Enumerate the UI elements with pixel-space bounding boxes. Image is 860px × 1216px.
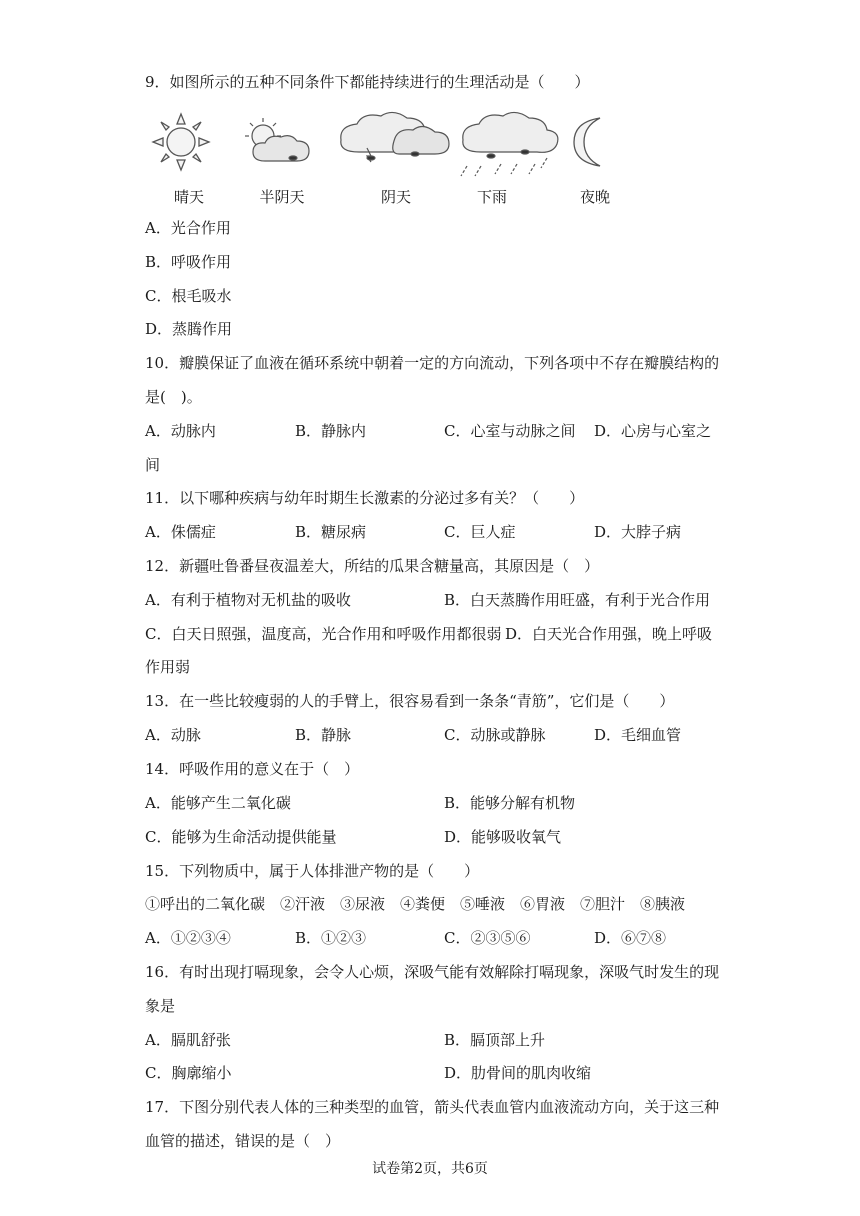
partly-cloudy-icon [245, 118, 309, 161]
q12-option-b: B．白天蒸腾作用旺盛，有利于光合作用 [444, 591, 711, 609]
q17-stem-line1: 17．下图分别代表人体的三种类型的血管，箭头代表血管内血液流动方向，关于这三种 [145, 1098, 720, 1116]
q11-option-d: D．大脖子病 [594, 523, 682, 541]
rain-icon [461, 112, 558, 176]
q15-option-b: B．①②③ [295, 929, 367, 947]
q14-option-c: C．能够为生命活动提供能量 [145, 828, 337, 846]
q13-option-c: C．动脉或静脉 [444, 726, 546, 744]
q12-option-a: A．有利于植物对无机盐的吸收 [145, 591, 351, 609]
weather-label-cloudy: 阴天 [380, 188, 411, 206]
q10-option-c: C．心室与动脉之间 [444, 422, 576, 440]
q13-option-b: B．静脉 [295, 726, 352, 744]
weather-label-partly-cloudy: 半阴天 [259, 188, 305, 206]
q11-option-b: B．糖尿病 [295, 523, 367, 541]
q14-option-d: D．能够吸收氧气 [444, 828, 562, 846]
q10-option-a: A．动脉内 [145, 422, 216, 440]
q16-option-c: C．胸廓缩小 [145, 1064, 232, 1082]
q10-option-d: D．心房与心室之 [594, 422, 712, 440]
q16-option-b: B．膈顶部上升 [444, 1031, 546, 1049]
q12-option-c: C．白天日照强，温度高，光合作用和呼吸作用都很弱 [145, 625, 502, 643]
q16-stem-line1: 16．有时出现打嗝现象，会令人心烦，深吸气能有效解除打嗝现象，深吸气时发生的现 [145, 963, 720, 981]
q17-stem-line2: 血管的描述，错误的是（ ） [145, 1132, 341, 1150]
q10-option-d-wrap: 间 [145, 456, 161, 474]
q15-stem: 15．下列物质中，属于人体排泄产物的是（ ） [145, 862, 480, 880]
q16-option-a: A．膈肌舒张 [145, 1031, 231, 1049]
q9-option-b: B．呼吸作用 [145, 253, 232, 271]
q14-option-b: B．能够分解有机物 [444, 794, 576, 812]
q15-option-a: A．①②③④ [145, 929, 231, 947]
q14-stem: 14．呼吸作用的意义在于（ ） [145, 760, 360, 778]
page-footer: 试卷第2页，共6页 [372, 1161, 488, 1177]
cloudy-icon [341, 112, 449, 162]
q15-items: ①呼出的二氧化碳 ②汗液 ③尿液 ④粪便 ⑤唾液 ⑥胃液 ⑦胆汁 ⑧胰液 [145, 895, 686, 913]
moon-icon [574, 118, 600, 166]
q11-option-c: C．巨人症 [444, 523, 516, 541]
q15-option-c: C．②③⑤⑥ [444, 929, 531, 947]
q10-stem-line1: 10．瓣膜保证了血液在循环系统中朝着一定的方向流动，下列各项中不存在瓣膜结构的 [145, 354, 720, 372]
q11-option-a: A．侏儒症 [145, 523, 216, 541]
q9-option-a: A．光合作用 [145, 219, 231, 237]
q15-option-d: D．⑥⑦⑧ [594, 929, 667, 947]
q14-option-a: A．能够产生二氧化碳 [145, 794, 291, 812]
weather-label-night: 夜晚 [579, 188, 610, 206]
q10-option-b: B．静脉内 [295, 422, 367, 440]
q13-option-a: A．动脉 [145, 726, 201, 744]
weather-label-sunny: 晴天 [173, 188, 204, 206]
q12-option-d: D．白天光合作用强，晚上呼吸 [505, 625, 713, 643]
q12-option-d-wrap: 作用弱 [145, 658, 191, 676]
q9-option-c: C．根毛吸水 [145, 287, 232, 305]
q9-option-d: D．蒸腾作用 [145, 320, 233, 338]
q11-stem: 11．以下哪种疾病与幼年时期生长激素的分泌过多有关？（ ） [145, 489, 585, 507]
sun-icon [153, 114, 209, 170]
q16-option-d: D．肋骨间的肌肉收缩 [444, 1064, 592, 1082]
q16-stem-line2: 象是 [145, 997, 176, 1015]
q13-stem: 13．在一些比较瘦弱的人的手臂上，很容易看到一条条“青筋”，它们是（ ） [145, 692, 675, 710]
q10-stem-line2: 是( )。 [145, 388, 202, 406]
q12-stem: 12．新疆吐鲁番昼夜温差大，所结的瓜果含糖量高，其原因是（ ） [145, 557, 600, 575]
q13-option-d: D．毛细血管 [594, 726, 682, 744]
q9-stem: 9．如图所示的五种不同条件下都能持续进行的生理活动是（ ） [145, 73, 590, 91]
weather-figure [145, 106, 617, 206]
weather-label-rain: 下雨 [476, 188, 507, 206]
